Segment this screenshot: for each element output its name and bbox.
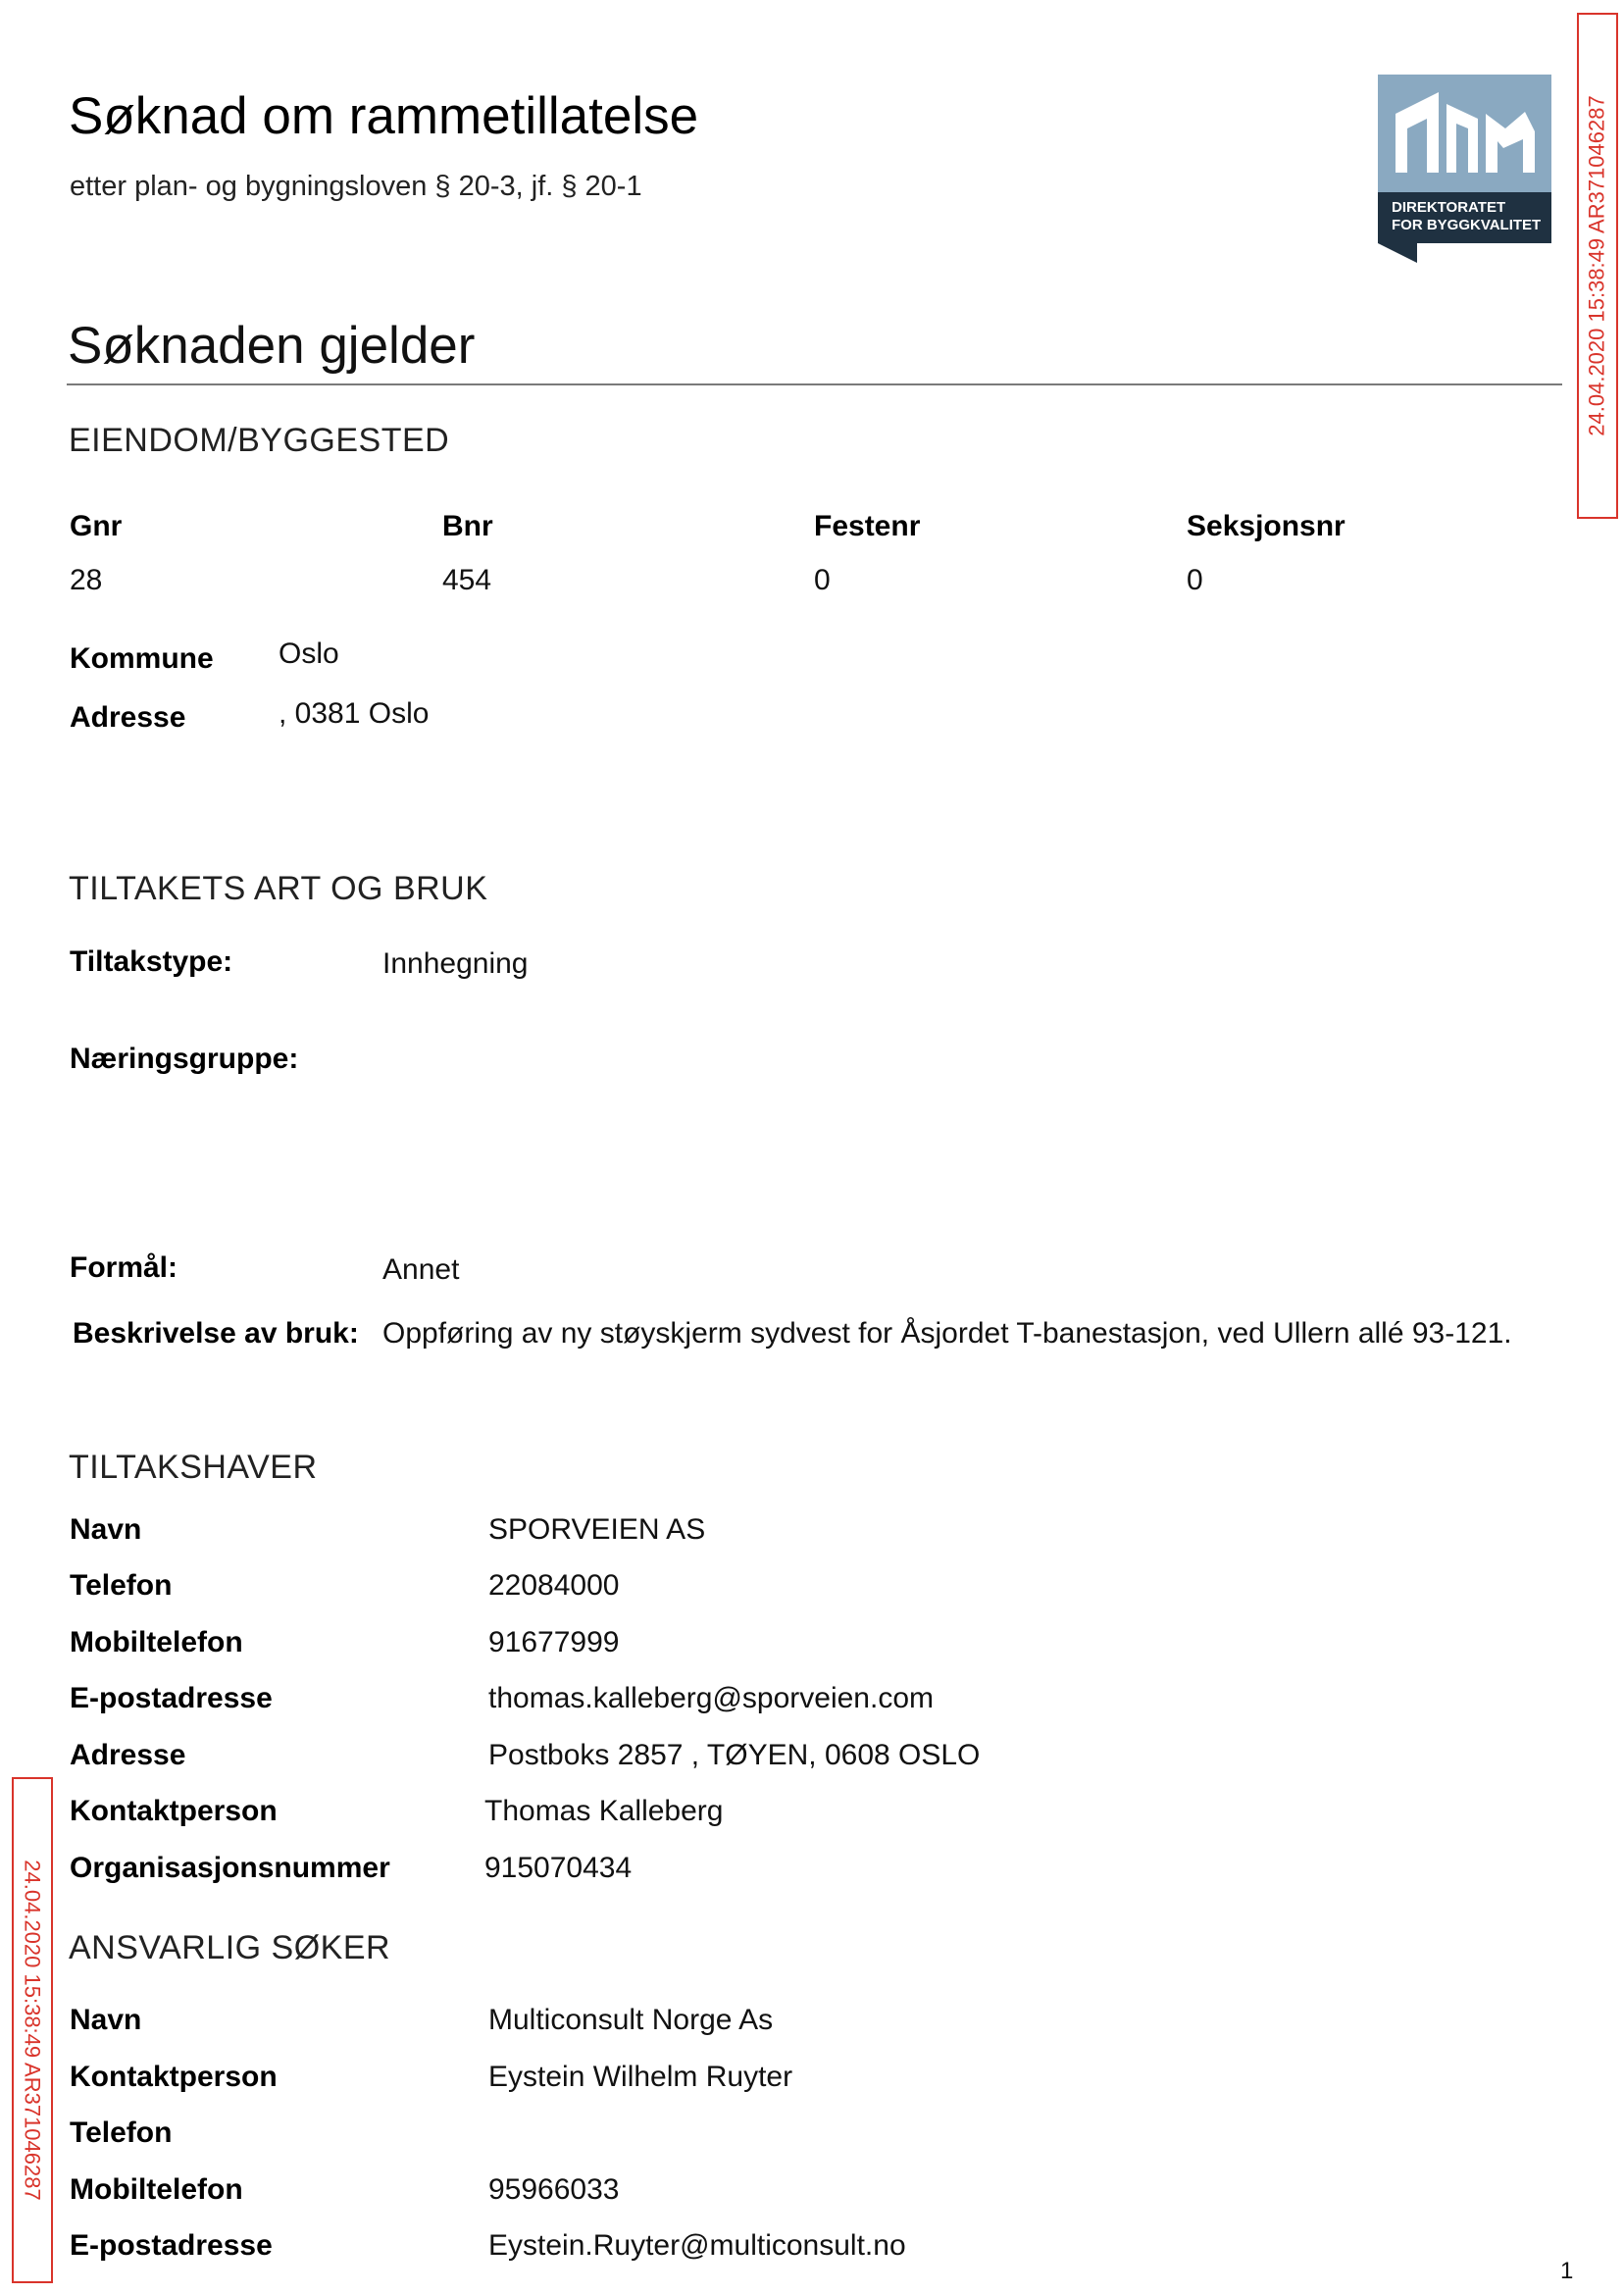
heading-divider (67, 383, 1562, 385)
section-heading: Søknaden gjelder (68, 317, 476, 375)
tiltakshaver-telefon-value: 22084000 (488, 1569, 620, 1602)
tiltakshaver-kontakt-value: Thomas Kalleberg (484, 1795, 724, 1827)
kommune-label: Kommune (70, 642, 214, 675)
soker-kontakt-value: Eystein Wilhelm Ruyter (488, 2061, 793, 2093)
soker-mobil-value: 95966033 (488, 2173, 620, 2206)
tiltakshaver-epost-label: E-postadresse (70, 1682, 273, 1714)
soker-epost-label: E-postadresse (70, 2229, 273, 2262)
tiltakstype-label: Tiltakstype: (70, 945, 233, 978)
document-subtitle: etter plan- og bygningsloven § 20-3, jf. § 20-1 (70, 171, 642, 202)
gnr-value: 28 (70, 564, 103, 596)
formaal-label: Formål: (70, 1251, 178, 1284)
soker-epost-value: Eystein.Ruyter@multiconsult.no (488, 2229, 906, 2262)
document-title: Søknad om rammetillatelse (69, 87, 699, 145)
adresse-value: , 0381 Oslo (279, 697, 430, 730)
timestamp-stamp-left (12, 1777, 53, 2283)
stamp-text: 24.04.2020 15:38:49 AR371046287 (21, 1860, 45, 2201)
section-title-tiltak: TILTAKETS ART OG BRUK (69, 870, 488, 907)
gnr-label: Gnr (70, 510, 123, 542)
festenr-value: 0 (814, 564, 831, 596)
seksjonsnr-label: Seksjonsnr (1187, 510, 1345, 542)
tiltakshaver-adresse-label: Adresse (70, 1739, 186, 1771)
tiltakshaver-adresse-value: Postboks 2857 , TØYEN, 0608 OSLO (488, 1739, 981, 1771)
adresse-label: Adresse (70, 701, 186, 734)
tiltakstype-value: Innhegning (382, 947, 529, 980)
tiltakshaver-mobil-value: 91677999 (488, 1626, 620, 1658)
page-number: 1 (1560, 2258, 1574, 2284)
beskrivelse-value: Oppføring av ny støyskjerm sydvest for Åsjordet T-banestasjon, ved Ullern allé 93-121. (382, 1317, 1512, 1350)
tiltakshaver-navn-value: SPORVEIEN AS (488, 1513, 706, 1546)
soker-navn-value: Multiconsult Norge As (488, 2004, 774, 2036)
tiltakshaver-orgnr-value: 915070434 (484, 1852, 633, 1884)
soker-navn-label: Navn (70, 2004, 142, 2036)
tiltakshaver-orgnr-label: Organisasjonsnummer (70, 1852, 390, 1884)
bnr-label: Bnr (442, 510, 493, 542)
tiltakshaver-mobil-label: Mobiltelefon (70, 1626, 243, 1658)
festenr-label: Festenr (814, 510, 921, 542)
naeringsgruppe-label: Næringsgruppe: (70, 1043, 299, 1075)
timestamp-stamp-top (1577, 13, 1618, 519)
section-title-ansvarlig-soker: ANSVARLIG SØKER (69, 1929, 391, 1966)
soker-kontakt-label: Kontaktperson (70, 2061, 278, 2093)
logo-text-line2: FOR BYGGKVALITET (1392, 217, 1542, 233)
tiltakshaver-telefon-label: Telefon (70, 1569, 173, 1602)
seksjonsnr-value: 0 (1187, 564, 1203, 596)
beskrivelse-label: Beskrivelse av bruk: (73, 1317, 359, 1350)
kommune-value: Oslo (279, 637, 339, 670)
formaal-value: Annet (382, 1253, 460, 1286)
section-title-tiltakshaver: TILTAKSHAVER (69, 1449, 318, 1486)
soker-mobil-label: Mobiltelefon (70, 2173, 243, 2206)
dibk-logo (1378, 75, 1551, 263)
bnr-value: 454 (442, 564, 492, 596)
tiltakshaver-epost-value: thomas.kalleberg@sporveien.com (488, 1682, 934, 1714)
logo-text-line1: DIREKTORATET (1392, 199, 1506, 216)
tiltakshaver-kontakt-label: Kontaktperson (70, 1795, 278, 1827)
tiltakshaver-navn-label: Navn (70, 1513, 142, 1546)
stamp-text: 24.04.2020 15:38:49 AR371046287 (1585, 95, 1609, 436)
building-logo-icon (1378, 75, 1551, 263)
section-title-eiendom: EIENDOM/BYGGESTED (69, 422, 450, 459)
soker-telefon-label: Telefon (70, 2116, 173, 2149)
